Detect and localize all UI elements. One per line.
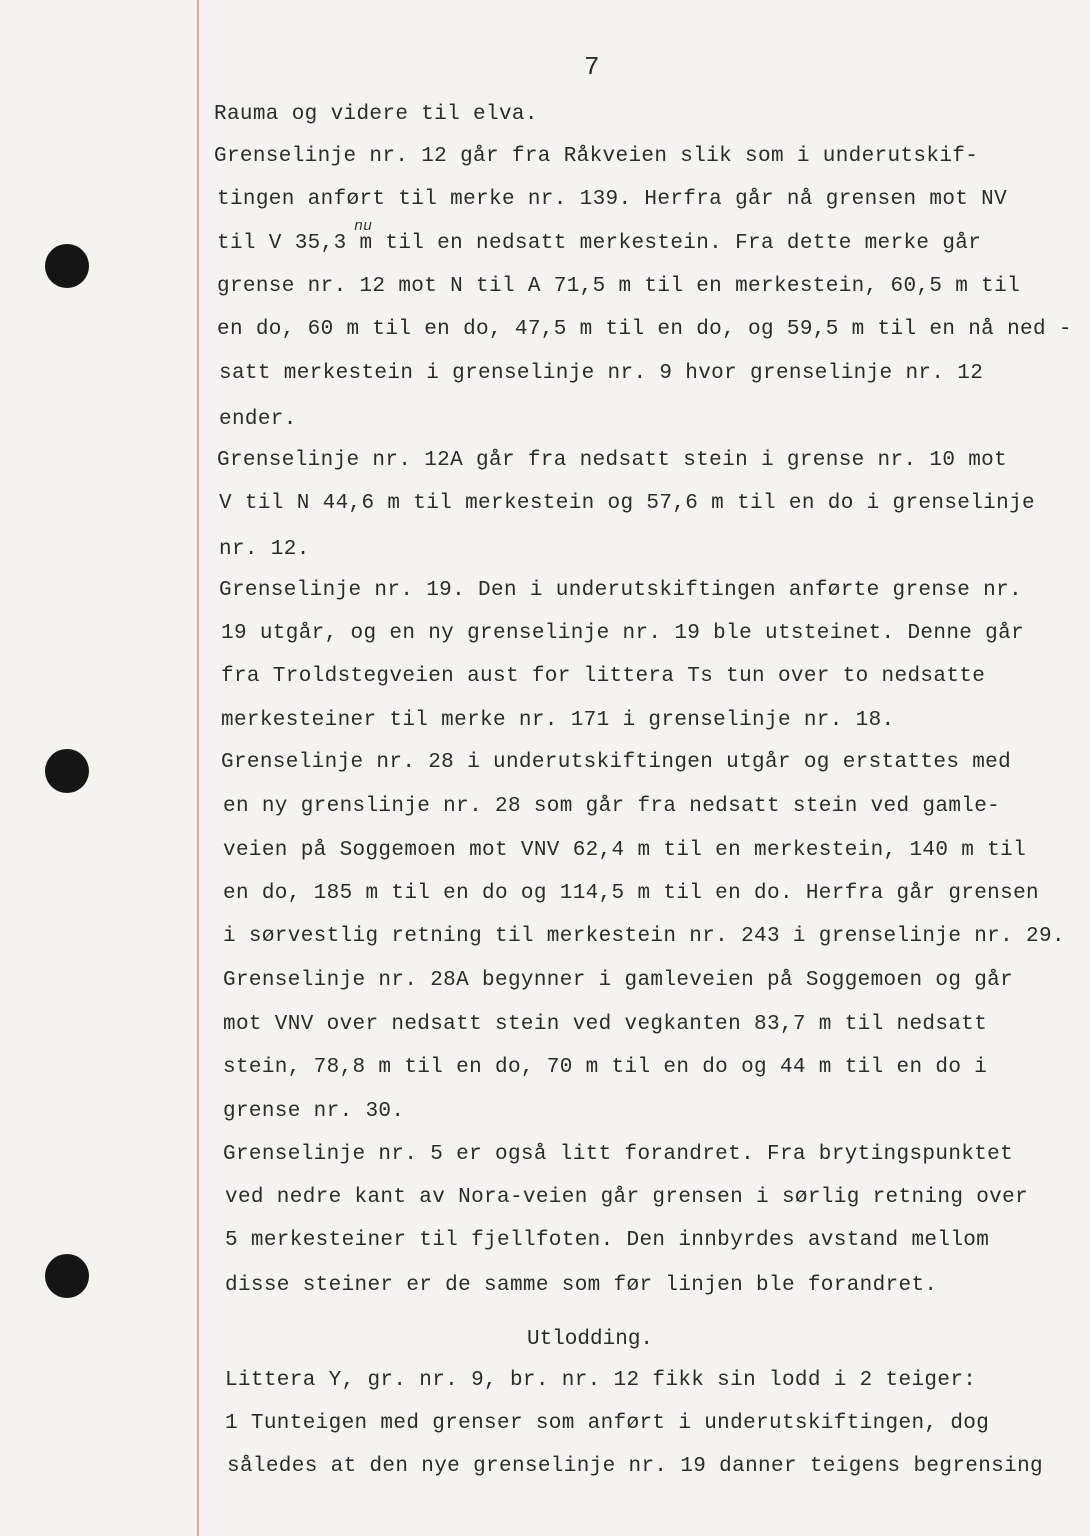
text-line: 1 Tunteigen med grenser som anført i underutskiftingen, dog — [225, 1412, 990, 1435]
text-line: Littera Y, gr. nr. 9, br. nr. 12 fikk sin lodd i 2 teiger: — [225, 1369, 977, 1392]
text-line: Grenselinje nr. 12 går fra Råkveien slik som i underutskif- — [214, 145, 979, 168]
text-line: Grenselinje nr. 12A går fra nedsatt stein i grense nr. 10 mot — [217, 449, 1008, 472]
text-line: V til N 44,6 m til merkestein og 57,6 m til en do i grenselinje — [219, 492, 1035, 515]
text-line: Grenselinje nr. 28A begynner i gamleveien på Soggemoen og går — [223, 969, 1014, 992]
text-line: Grenselinje nr. 19. Den i underutskiftingen anførte grense nr. — [219, 579, 1023, 602]
text-line: tingen anført til merke nr. 139. Herfra går nå grensen mot NV — [217, 188, 1008, 211]
text-line: ender. — [219, 408, 297, 431]
page-number: 7 — [584, 52, 600, 82]
text-line: en do, 185 m til en do og 114,5 m til en do. Herfra går grensen — [223, 882, 1039, 905]
marginal-note: nu — [354, 218, 373, 235]
text-line: nr. 12. — [219, 538, 310, 561]
text-line: stein, 78,8 m til en do, 70 m til en do og 44 m til en do i — [223, 1056, 988, 1079]
text-line: 19 utgår, og en ny grenselinje nr. 19 ble utsteinet. Denne går — [221, 622, 1025, 645]
text-line: således at den nye grenselinje nr. 19 danner teigens begrensing — [227, 1455, 1043, 1478]
text-line: grense nr. 30. — [223, 1100, 405, 1123]
text-line: Rauma og videre til elva. — [214, 103, 538, 126]
text-line: i sørvestlig retning til merkestein nr. 243 i grenselinje nr. 29. — [223, 925, 1065, 948]
text-line: mot VNV over nedsatt stein ved vegkanten 83,7 m til nedsatt — [223, 1013, 988, 1036]
text-line: satt merkestein i grenselinje nr. 9 hvor grenselinje nr. 12 — [219, 362, 984, 385]
text-line: veien på Soggemoen mot VNV 62,4 m til en merkestein, 140 m til — [223, 839, 1027, 862]
text-line: merkesteiner til merke nr. 171 i grenselinje nr. 18. — [221, 709, 895, 732]
text-line: 5 merkesteiner til fjellfoten. Den innbyrdes avstand mellom — [225, 1229, 990, 1252]
text-line: fra Troldstegveien aust for littera Ts tun over to nedsatte — [221, 665, 986, 688]
section-heading: Utlodding. — [527, 1328, 654, 1351]
text-line: til V 35,3 m til en nedsatt merkestein. Fra dette merke går — [217, 232, 982, 255]
text-line: disse steiner er de samme som før linjen ble forandret. — [225, 1274, 938, 1297]
text-line: Grenselinje nr. 28 i underutskiftingen utgår og erstattes med — [221, 751, 1012, 774]
text-line: en do, 60 m til en do, 47,5 m til en do, og 59,5 m til en nå ned - — [217, 318, 1072, 341]
text-line: grense nr. 12 mot N til A 71,5 m til en merkestein, 60,5 m til — [217, 275, 1021, 298]
text-line: ved nedre kant av Nora-veien går grensen i sørlig retning over — [225, 1186, 1029, 1209]
text-line: Grenselinje nr. 5 er også litt forandret. Fra brytingspunktet — [223, 1143, 1014, 1166]
text-line: en ny grenslinje nr. 28 som går fra nedsatt stein ved gamle- — [223, 795, 1001, 818]
